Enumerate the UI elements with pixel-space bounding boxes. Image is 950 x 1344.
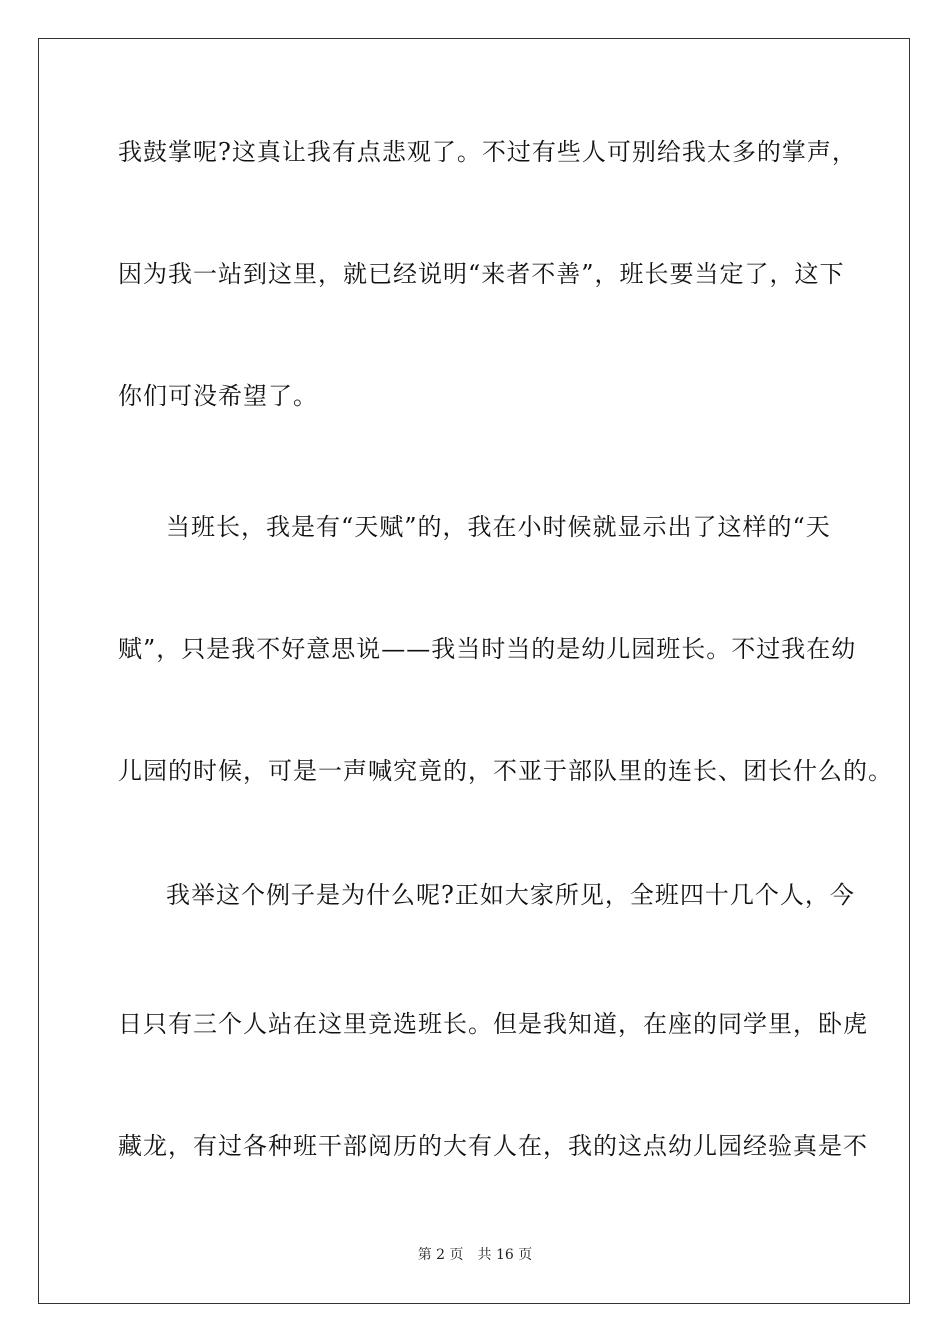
page-border	[38, 38, 910, 1304]
page-number: 第 2 页	[417, 1247, 464, 1263]
page-footer	[0, 1245, 950, 1265]
page-total: 共 16 页	[477, 1247, 533, 1263]
text-line-3: 你们可没希望了。	[118, 382, 318, 410]
text-line-8: 日只有三个人站在这里竞选班长。但是我知道，在座的同学里，卧虎	[118, 1010, 868, 1038]
text-line-9: 藏龙，有过各种班干部阅历的大有人在，我的这点幼儿园经验真是不	[118, 1132, 868, 1160]
text-line-5: 赋”，只是我不好意思说——我当时当的是幼儿园班长。不过我在幼	[118, 635, 857, 663]
text-line-1: 我鼓掌呢?这真让我有点悲观了。不过有些人可别给我太多的掌声，	[118, 138, 857, 166]
text-line-4: 当班长，我是有“天赋”的，我在小时候就显示出了这样的“天	[166, 513, 831, 541]
text-line-7: 我举这个例子是为什么呢?正如大家所见，全班四十几个人，今	[166, 881, 855, 909]
text-line-6: 儿园的时候，可是一声喊究竟的，不亚于部队里的连长、团长什么的。	[118, 757, 893, 785]
text-line-2: 因为我一站到这里，就已经说明“来者不善”，班长要当定了，这下	[118, 260, 845, 288]
